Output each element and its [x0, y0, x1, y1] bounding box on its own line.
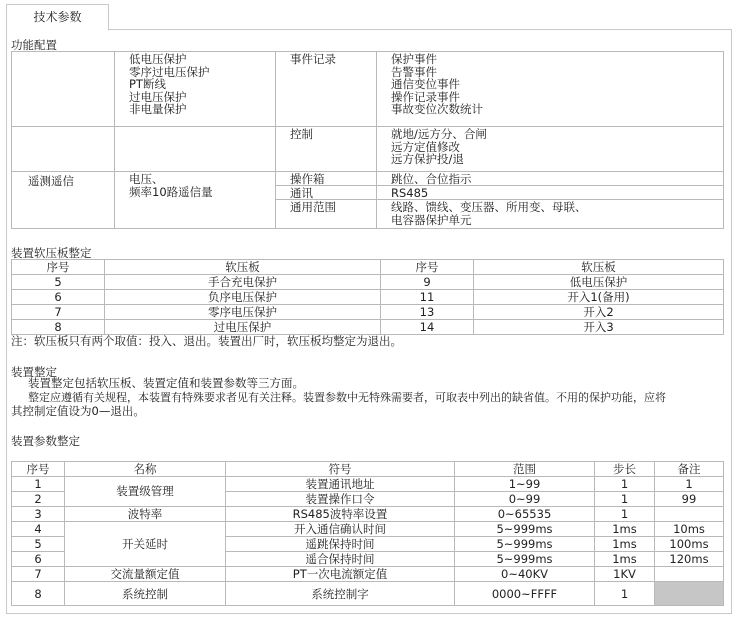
table-row — [12, 507, 724, 522]
cell-symbol: 系统控制字 — [226, 582, 455, 606]
cell-plate: 零序电压保护 — [105, 305, 381, 320]
cell-index: 5 — [12, 537, 65, 552]
soft-plate-table — [11, 259, 724, 335]
col-header: 符号 — [226, 462, 455, 477]
cell-range: 0000~FFFF — [455, 582, 595, 606]
col-header: 名称 — [65, 462, 226, 477]
protection-item: 零序过电压保护 — [129, 64, 210, 79]
cell-index: 8 — [12, 582, 65, 606]
cell-symbol: 装置通讯地址 — [226, 477, 455, 492]
setting-paragraph-2: 整定应遵循有关规程，本装置有特殊要求者见有关注释。装置参数中无特殊需要者，可取表中列出的缺省值。不用的保护功能，应将 — [28, 391, 666, 404]
cell-plate: 手合充电保护 — [105, 275, 381, 290]
protection-item: 过电压保护 — [129, 89, 187, 104]
func-blank-cell — [12, 127, 115, 172]
cell-step: 1 — [595, 582, 655, 606]
cell-index: 14 — [381, 320, 474, 335]
scope-line: 线路、馈线、变压器、所用变、母联、 — [391, 200, 587, 214]
cell-remark: 10ms — [655, 522, 724, 537]
telemetry-line: 频率10路遥信量 — [129, 184, 213, 199]
table-row — [12, 522, 724, 537]
cell-index: 2 — [12, 492, 65, 507]
col-header: 范围 — [455, 462, 595, 477]
telemetry-line: 电压、 — [129, 172, 164, 186]
cell-index: 8 — [12, 320, 105, 335]
table-row — [12, 567, 724, 582]
protection-item: 非电量保护 — [129, 102, 187, 116]
table-row — [12, 275, 724, 290]
cell-remark: 120ms — [655, 552, 724, 567]
cell-index: 11 — [381, 290, 474, 305]
cell-plate: 开入2 — [474, 305, 724, 320]
control-label — [276, 127, 377, 172]
protection-item: PT断线 — [129, 77, 166, 91]
cell-index: 7 — [12, 305, 105, 320]
cell-range: 0~65535 — [455, 507, 595, 522]
soft-plate-header-row — [12, 260, 724, 275]
opbox-value: 跳位、合位指示 — [377, 172, 724, 186]
func-section-title: 功能配置 — [11, 38, 57, 52]
opbox-label: 操作箱 — [276, 172, 377, 186]
telemetry-label — [12, 172, 115, 229]
cell-symbol: RS485波特率设置 — [226, 507, 455, 522]
soft-plate-section-title: 装置软压板整定 — [11, 246, 92, 260]
comm-label: 通讯 — [276, 186, 377, 200]
tab-strip — [6, 4, 732, 30]
cell-group: 装置级管理 — [65, 477, 226, 507]
control-label-text: 控制 — [290, 127, 313, 141]
cell-index: 7 — [12, 567, 65, 582]
cell-symbol: 遥合保持时间 — [226, 552, 455, 567]
cell-step: 1ms — [595, 552, 655, 567]
control-item: 远方保护投/退 — [391, 152, 464, 166]
cell-index: 13 — [381, 305, 474, 320]
control-list — [377, 127, 724, 172]
cell-remark: 1 — [655, 477, 724, 492]
cell-index: 5 — [12, 275, 105, 290]
cell-remark-disabled — [655, 582, 724, 606]
setting-paragraph-1: 装置整定包括软压板、装置定值和装置参数等三方面。 — [28, 376, 304, 390]
soft-plate-note: 注：软压板只有两个取值：投入、退出。装置出厂时，软压板均整定为退出。 — [11, 334, 402, 348]
col-header: 步长 — [595, 462, 655, 477]
table-row — [12, 477, 724, 492]
event-item: 告警事件 — [391, 64, 437, 79]
cell-index: 9 — [381, 275, 474, 290]
telemetry-label-text: 遥测遥信 — [28, 174, 74, 188]
cell-range: 1~99 — [455, 477, 595, 492]
func-config-table — [11, 51, 724, 229]
cell-group: 系统控制 — [65, 582, 226, 606]
scope-label: 通用范围 — [276, 200, 377, 229]
cell-symbol: PT一次电流额定值 — [226, 567, 455, 582]
cell-index: 6 — [12, 552, 65, 567]
scope-line: 电容器保护单元 — [391, 212, 472, 227]
cell-remark: 100ms — [655, 537, 724, 552]
cell-symbol: 装置操作口令 — [226, 492, 455, 507]
event-item: 通信变位事件 — [391, 77, 460, 91]
control-item: 远方定值修改 — [391, 139, 460, 154]
cell-remark — [655, 507, 724, 522]
comm-value: RS485 — [377, 186, 724, 200]
col-header: 备注 — [655, 462, 724, 477]
scope-value — [377, 200, 724, 229]
cell-range: 5~999ms — [455, 522, 595, 537]
cell-plate: 过电压保护 — [105, 320, 381, 335]
cell-group: 开关延时 — [65, 522, 226, 567]
table-row — [12, 305, 724, 320]
func-blank-cell — [12, 52, 115, 127]
cell-range: 0~99 — [455, 492, 595, 507]
col-header: 软压板 — [105, 260, 381, 275]
params-header-row — [12, 462, 724, 477]
cell-step: 1 — [595, 477, 655, 492]
event-record-label — [276, 52, 377, 127]
cell-step: 1 — [595, 492, 655, 507]
event-item: 操作记录事件 — [391, 89, 460, 104]
cell-remark — [655, 567, 724, 582]
col-header: 序号 — [381, 260, 474, 275]
cell-range: 5~999ms — [455, 552, 595, 567]
cell-step: 1 — [595, 507, 655, 522]
protection-list — [115, 52, 276, 127]
event-item: 事故变位次数统计 — [391, 102, 483, 116]
table-row — [12, 320, 724, 335]
col-header: 软压板 — [474, 260, 724, 275]
cell-step: 1ms — [595, 537, 655, 552]
cell-symbol: 遥跳保持时间 — [226, 537, 455, 552]
cell-plate: 低电压保护 — [474, 275, 724, 290]
cell-index: 3 — [12, 507, 65, 522]
table-row — [12, 290, 724, 305]
cell-index: 1 — [12, 477, 65, 492]
cell-plate: 开入3 — [474, 320, 724, 335]
event-record-label-text: 事件记录 — [290, 52, 336, 66]
event-list — [377, 52, 724, 127]
cell-plate: 负序电压保护 — [105, 290, 381, 305]
cell-group: 交流量额定值 — [65, 567, 226, 582]
telemetry-values — [115, 172, 276, 229]
tab-tech-params[interactable]: 技术参数 — [6, 4, 109, 31]
cell-range: 0~40KV — [455, 567, 595, 582]
event-item: 保护事件 — [391, 52, 437, 66]
cell-remark: 99 — [655, 492, 724, 507]
device-params-table — [11, 461, 724, 606]
cell-index: 4 — [12, 522, 65, 537]
setting-paragraph-3: 其控制定值设为0—退出。 — [11, 404, 145, 418]
col-header: 序号 — [12, 260, 105, 275]
cell-range: 5~999ms — [455, 537, 595, 552]
cell-step: 1ms — [595, 522, 655, 537]
cell-plate: 开入1(备用) — [474, 290, 724, 305]
func-blank-cell — [115, 127, 276, 172]
protection-item: 低电压保护 — [129, 52, 187, 66]
cell-group: 波特率 — [65, 507, 226, 522]
cell-index: 6 — [12, 290, 105, 305]
setting-section-title: 装置整定 — [11, 365, 57, 379]
control-item: 就地/远方分、合闸 — [391, 127, 487, 141]
table-row — [12, 582, 724, 606]
cell-step: 1KV — [595, 567, 655, 582]
params-section-title: 装置参数整定 — [11, 434, 80, 448]
cell-symbol: 开入通信确认时间 — [226, 522, 455, 537]
col-header: 序号 — [12, 462, 65, 477]
